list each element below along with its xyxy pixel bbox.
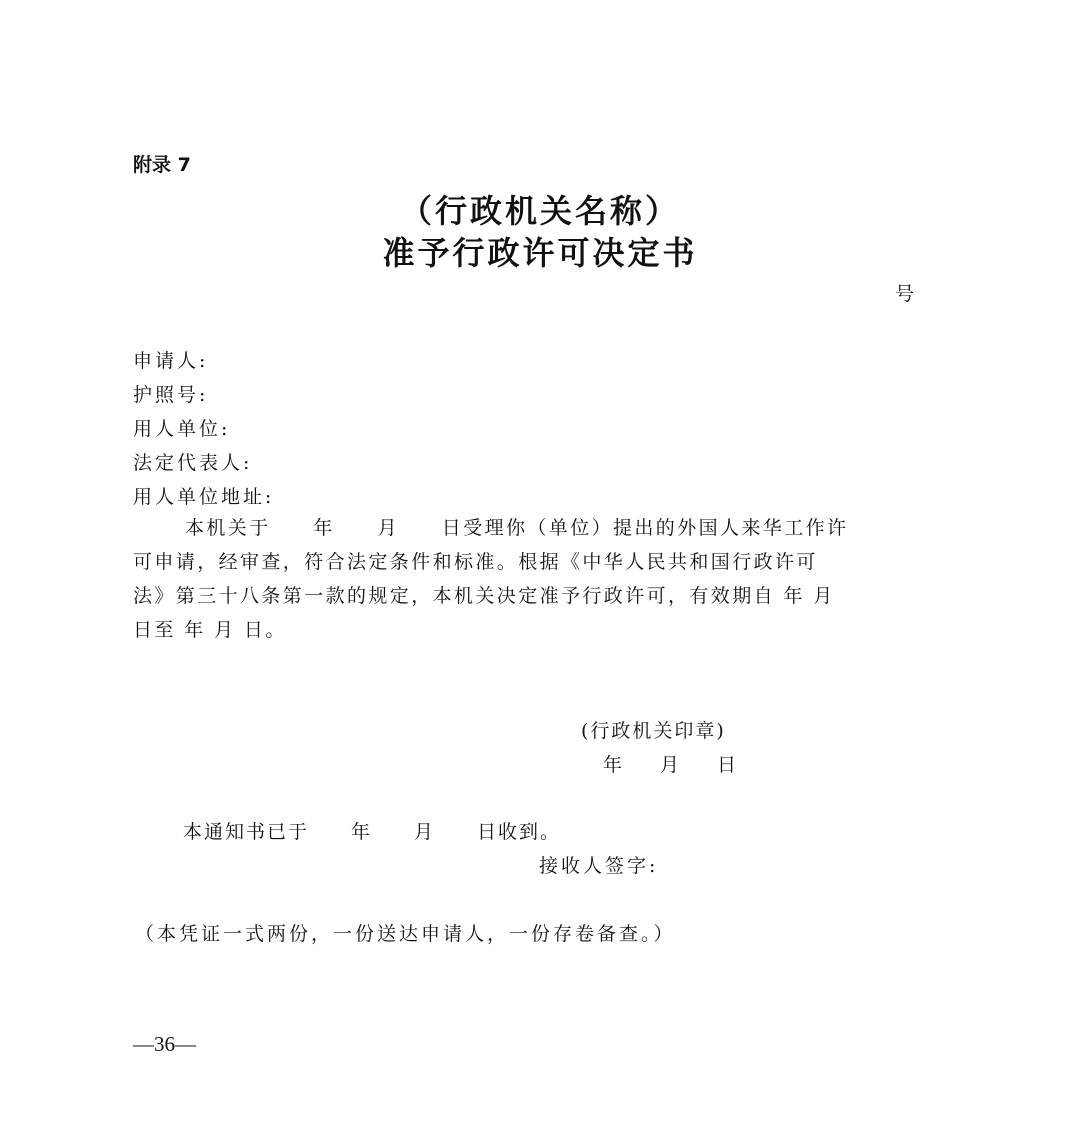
agency-name-title: （行政机关名称） [399, 192, 680, 230]
legal-representative-field-label: 法定代表人: [133, 452, 253, 474]
body-line: 日至 年 月 日。 [133, 619, 287, 641]
applicant-field-label: 申请人: [133, 350, 209, 372]
passport-field-label: 护照号: [133, 384, 209, 406]
copies-note: （本凭证一式两份，一份送达申请人，一份存卷备查。） [135, 923, 676, 945]
recipient-signature-label: 接收人签字: [539, 855, 659, 877]
decision-body [133, 511, 947, 647]
body-line: 法》第三十八条第一款的规定，本机关决定准予行政许可，有效期自 年 月 [133, 585, 835, 607]
body-line: 本机关于 年 月 日受理你（单位）提出的外国人来华工作许 [185, 517, 849, 539]
document-title: 准予行政许可决定书 [382, 234, 698, 272]
page-number: —36— [133, 1032, 196, 1056]
employer-address-field-label: 用人单位地址: [133, 486, 275, 508]
body-line: 可申请，经审查，符合法定条件和标准。根据《中华人民共和国行政许可 [133, 551, 818, 573]
receipt-statement: 本通知书已于 年 月 日收到。 [183, 821, 562, 843]
document-number-label: 号 [895, 283, 915, 305]
appendix-label: 附录 7 [133, 154, 191, 176]
seal-date: 年 月 日 [603, 754, 737, 776]
agency-seal-label: (行政机关印章) [581, 720, 726, 742]
employer-field-label: 用人单位: [133, 418, 231, 440]
